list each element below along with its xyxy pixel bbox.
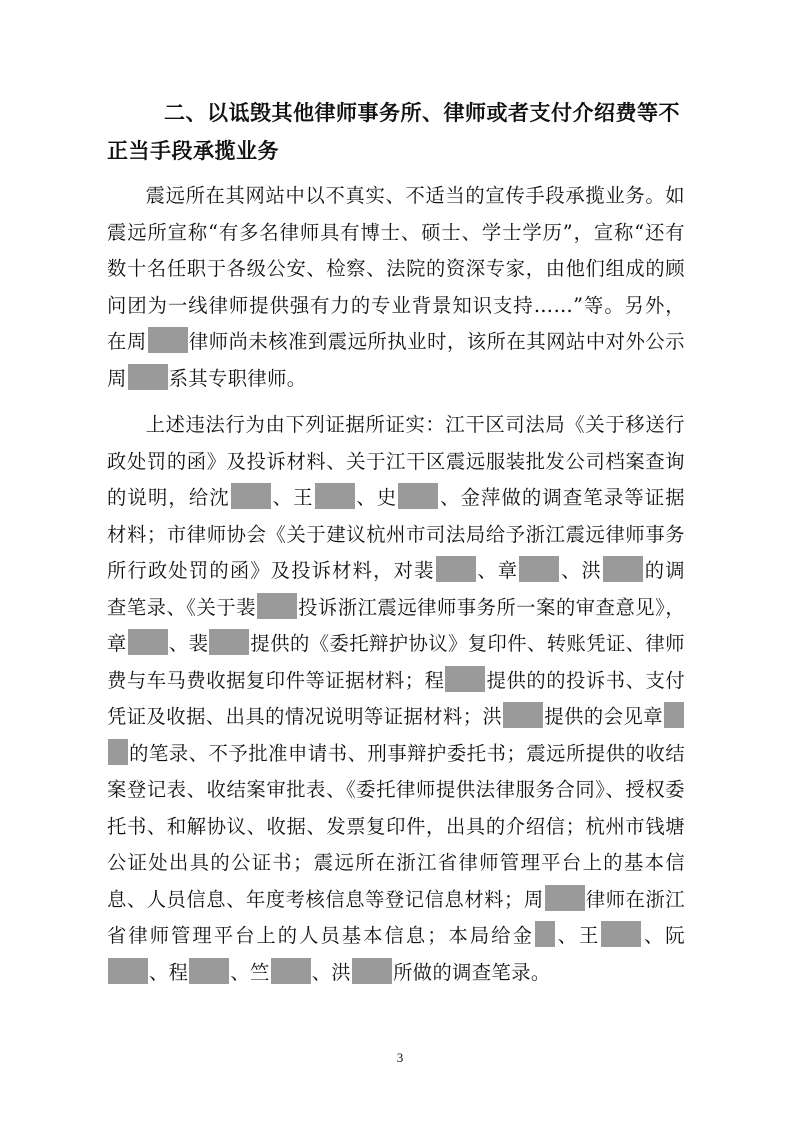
redaction-block <box>519 556 559 582</box>
redaction-block <box>271 958 311 984</box>
redaction-block <box>352 958 392 984</box>
text-segment: 、程 <box>149 960 189 984</box>
redaction-block <box>398 483 438 509</box>
text-segment: 、竺 <box>230 960 270 984</box>
text-segment: 、史 <box>355 486 398 509</box>
text-segment: 震远所在其网站中以不真实、不适当的宣传手段承揽业务。如震远所宣称“有多名律师具有博士、硕士、学士学历”，宣称“还有数十名任职于各级公安、检察、法院的资深专家，由他们组成的顾问团为一线律师提供强有力的专业背景知识支持……”等。另外，在周 <box>107 184 685 353</box>
redaction-block <box>545 885 585 911</box>
redaction-block <box>128 629 168 655</box>
text-segment: 的笔录、不予批准申请书、刑事辩护委托书；震远所提供的收结案登记表、收结案审批表、《委托律师提供法律服务合同》、授权委托书、和解协议、收据、发票复印件，出具的介绍信；杭州市钱塘公证处出具的公证书；震远所在浙江省律师管理平台上的基本信息、人员信息、年度考核信息等登记信息材料；周 <box>107 741 685 911</box>
redaction-block <box>603 556 643 582</box>
paragraph-evidence <box>107 407 685 991</box>
redaction-block <box>108 958 148 984</box>
text-segment: 、洪 <box>560 559 603 582</box>
text-segment: 所做的调查笔录。 <box>393 960 551 984</box>
redaction-block <box>128 364 168 390</box>
redaction-block <box>257 593 297 619</box>
redaction-block <box>535 921 555 947</box>
redaction-block <box>189 958 229 984</box>
redaction-block <box>445 666 485 692</box>
text-segment: 的调查笔录、《关于裴 <box>107 559 685 619</box>
redaction-block <box>231 483 271 509</box>
text-segment: 提供的《委托辩护协议》复印件、转账凭证、律师费与车马费收据复印件等证据材料；程 <box>107 632 685 692</box>
text-segment: 、裴 <box>168 632 209 655</box>
text-segment: 、洪 <box>311 960 352 984</box>
page-number: 3 <box>396 1050 404 1065</box>
text-segment: 、章 <box>476 559 519 582</box>
redaction-block <box>503 702 543 728</box>
paragraph-promotion <box>107 178 685 397</box>
document-page <box>107 94 685 991</box>
redaction-block <box>209 629 249 655</box>
text-segment: 律师尚未核准到震远所执业时，该所在其网站中对外公示周 <box>107 330 685 390</box>
text-segment: 上述违法行为由下列证据所证实：江干区司法局《关于移送行政处罚的函》及投诉材料、关于江干区震远服装批发公司档案查询的说明，给沈 <box>107 413 685 509</box>
section-heading <box>107 94 685 170</box>
redaction-block <box>664 702 684 728</box>
redaction-block <box>436 556 476 582</box>
heading-line-2: 正当手段承揽业务 <box>107 139 279 163</box>
text-segment: 提供的会见章 <box>544 705 663 728</box>
text-segment: 、王 <box>555 924 601 947</box>
text-segment: 、金萍做的调查笔录等证据材料；市律师协会《关于建议杭州市司法局给予浙江震远律师事务所行政处罚的函》及投诉材料，对裴 <box>107 486 685 582</box>
redaction-block <box>601 921 641 947</box>
redaction-block <box>315 483 355 509</box>
redaction-block <box>108 739 128 765</box>
heading-line-1: 二、以诋毁其他律师事务所、律师或者支付介绍费等不 <box>164 101 680 125</box>
text-segment: 、阮 <box>642 924 685 947</box>
text-segment: 投诉浙江震远律师事务所一案的审查意见》，章 <box>107 595 685 655</box>
text-segment: 律师在浙江省律师管理平台上的人员基本信息；本局给金 <box>107 887 685 947</box>
text-segment: 提供的的投诉书、支付凭证及收据、出具的情况说明等证据材料；洪 <box>107 668 685 728</box>
text-segment: 系其专职律师。 <box>168 366 307 390</box>
redaction-block <box>148 327 188 353</box>
text-segment: 、王 <box>271 486 314 509</box>
